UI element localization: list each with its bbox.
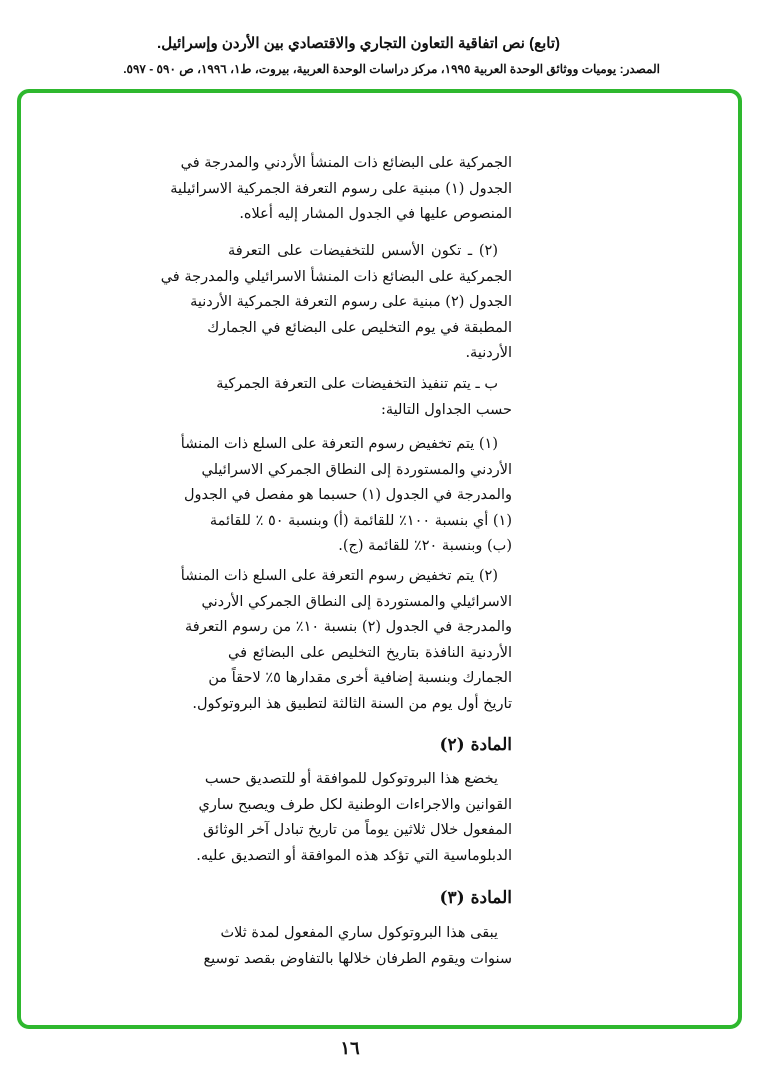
article2-heading: المادة (٢): [439, 735, 512, 755]
article3-heading: المادة (٣): [439, 888, 512, 908]
p6-line: القوانين والاجراءات الوطنية لكل طرف ويصبح ساري: [198, 796, 512, 813]
p1-line: الجمركية على البضائع ذات المنشأ الأردني والمدرجة في: [180, 155, 512, 171]
p5-line: تاريخ أول يوم من السنة الثالثة لتطبيق هذ البروتوكول.: [192, 696, 512, 712]
p6-line: يخضع هذا البروتوكول للموافقة أو للتصديق حسب: [204, 771, 498, 787]
p2-line: الجدول (٢) مبنية على رسوم التعرفة الجمركية الأردنية: [190, 294, 512, 311]
page-number: ١٦: [340, 1038, 360, 1059]
p4-line: الأردني والمستوردة إلى النطاق الجمركي الاسرائيلي: [201, 461, 512, 478]
p1-line: المنصوص عليها في الجدول المشار إليه أعلاه.: [239, 206, 512, 223]
p6-line: المفعول خلال ثلاثين يوماً من تاريخ تبادل آخر الوثائق: [202, 822, 512, 839]
p6-line: الدبلوماسية التي تؤكد هذه الموافقة أو التصديق عليه.: [196, 847, 512, 864]
p5-line: (٢) يتم تخفيض رسوم التعرفة على السلع ذات المنشأ: [180, 568, 498, 584]
p1-line: الجدول (١) مبنية على رسوم التعرفة الجمركية الاسرائيلية: [170, 180, 512, 197]
p5-line: والمدرجة في الجدول (٢) بنسبة ١٠٪ من رسوم التعرفة: [185, 619, 512, 636]
p2-line: المطبقة في يوم التخليص على البضائع في الجمارك: [207, 319, 512, 336]
p2-line: الأردنية.: [465, 345, 512, 362]
p3-line: ب ـ يتم تنفيذ التخفيضات على التعرفة الجمركية: [216, 376, 498, 392]
p5-line: الاسرائيلي والمستوردة إلى النطاق الجمركي الأردني: [201, 593, 512, 610]
p7-line: يبقى هذا البروتوكول ساري المفعول لمدة ثلاث: [220, 925, 498, 941]
source-citation: المصدر: يوميات ووثائق الوحدة العربية ١٩٩٥، مركز دراسات الوحدة العربية، بيروت، ط١، ١٩٩٦، ص ٥٩٠ - ٥٩٧.: [123, 62, 660, 76]
p5-line: الجمارك وبنسبة إضافية أخرى مقدارها ٥٪ لاحقاً من: [208, 670, 512, 687]
p3-line: حسب الجداول التالية:: [380, 401, 512, 418]
p2-line: (٢) ـ تكون الأسس للتخفيضات على التعرفة: [228, 243, 498, 259]
p7-line: سنوات ويقوم الطرفان خلالها بالتفاوض بقصد توسيع: [203, 950, 512, 967]
p4-line: (ب) وبنسبة ٢٠٪ للقائمة (ج).: [338, 538, 512, 555]
p4-line: (١) أي بنسبة ١٠٠٪ للقائمة (أ) وبنسبة ٥٠ ٪ للقائمة: [209, 512, 512, 529]
p5-line: الأردنية النافذة بتاريخ التخليص على البضائع في: [228, 644, 512, 661]
document-title: (تابع) نص اتفاقية التعاون التجاري والاقتصادي بين الأردن وإسرائيل.: [157, 35, 560, 52]
p2-line: الجمركية على البضائع ذات المنشأ الاسرائيلي والمدرجة في: [160, 268, 512, 285]
p4-line: (١) يتم تخفيض رسوم التعرفة على السلع ذات المنشأ: [180, 436, 498, 452]
p4-line: والمدرجة في الجدول (١) حسبما هو مفصل في الجدول: [184, 487, 512, 504]
